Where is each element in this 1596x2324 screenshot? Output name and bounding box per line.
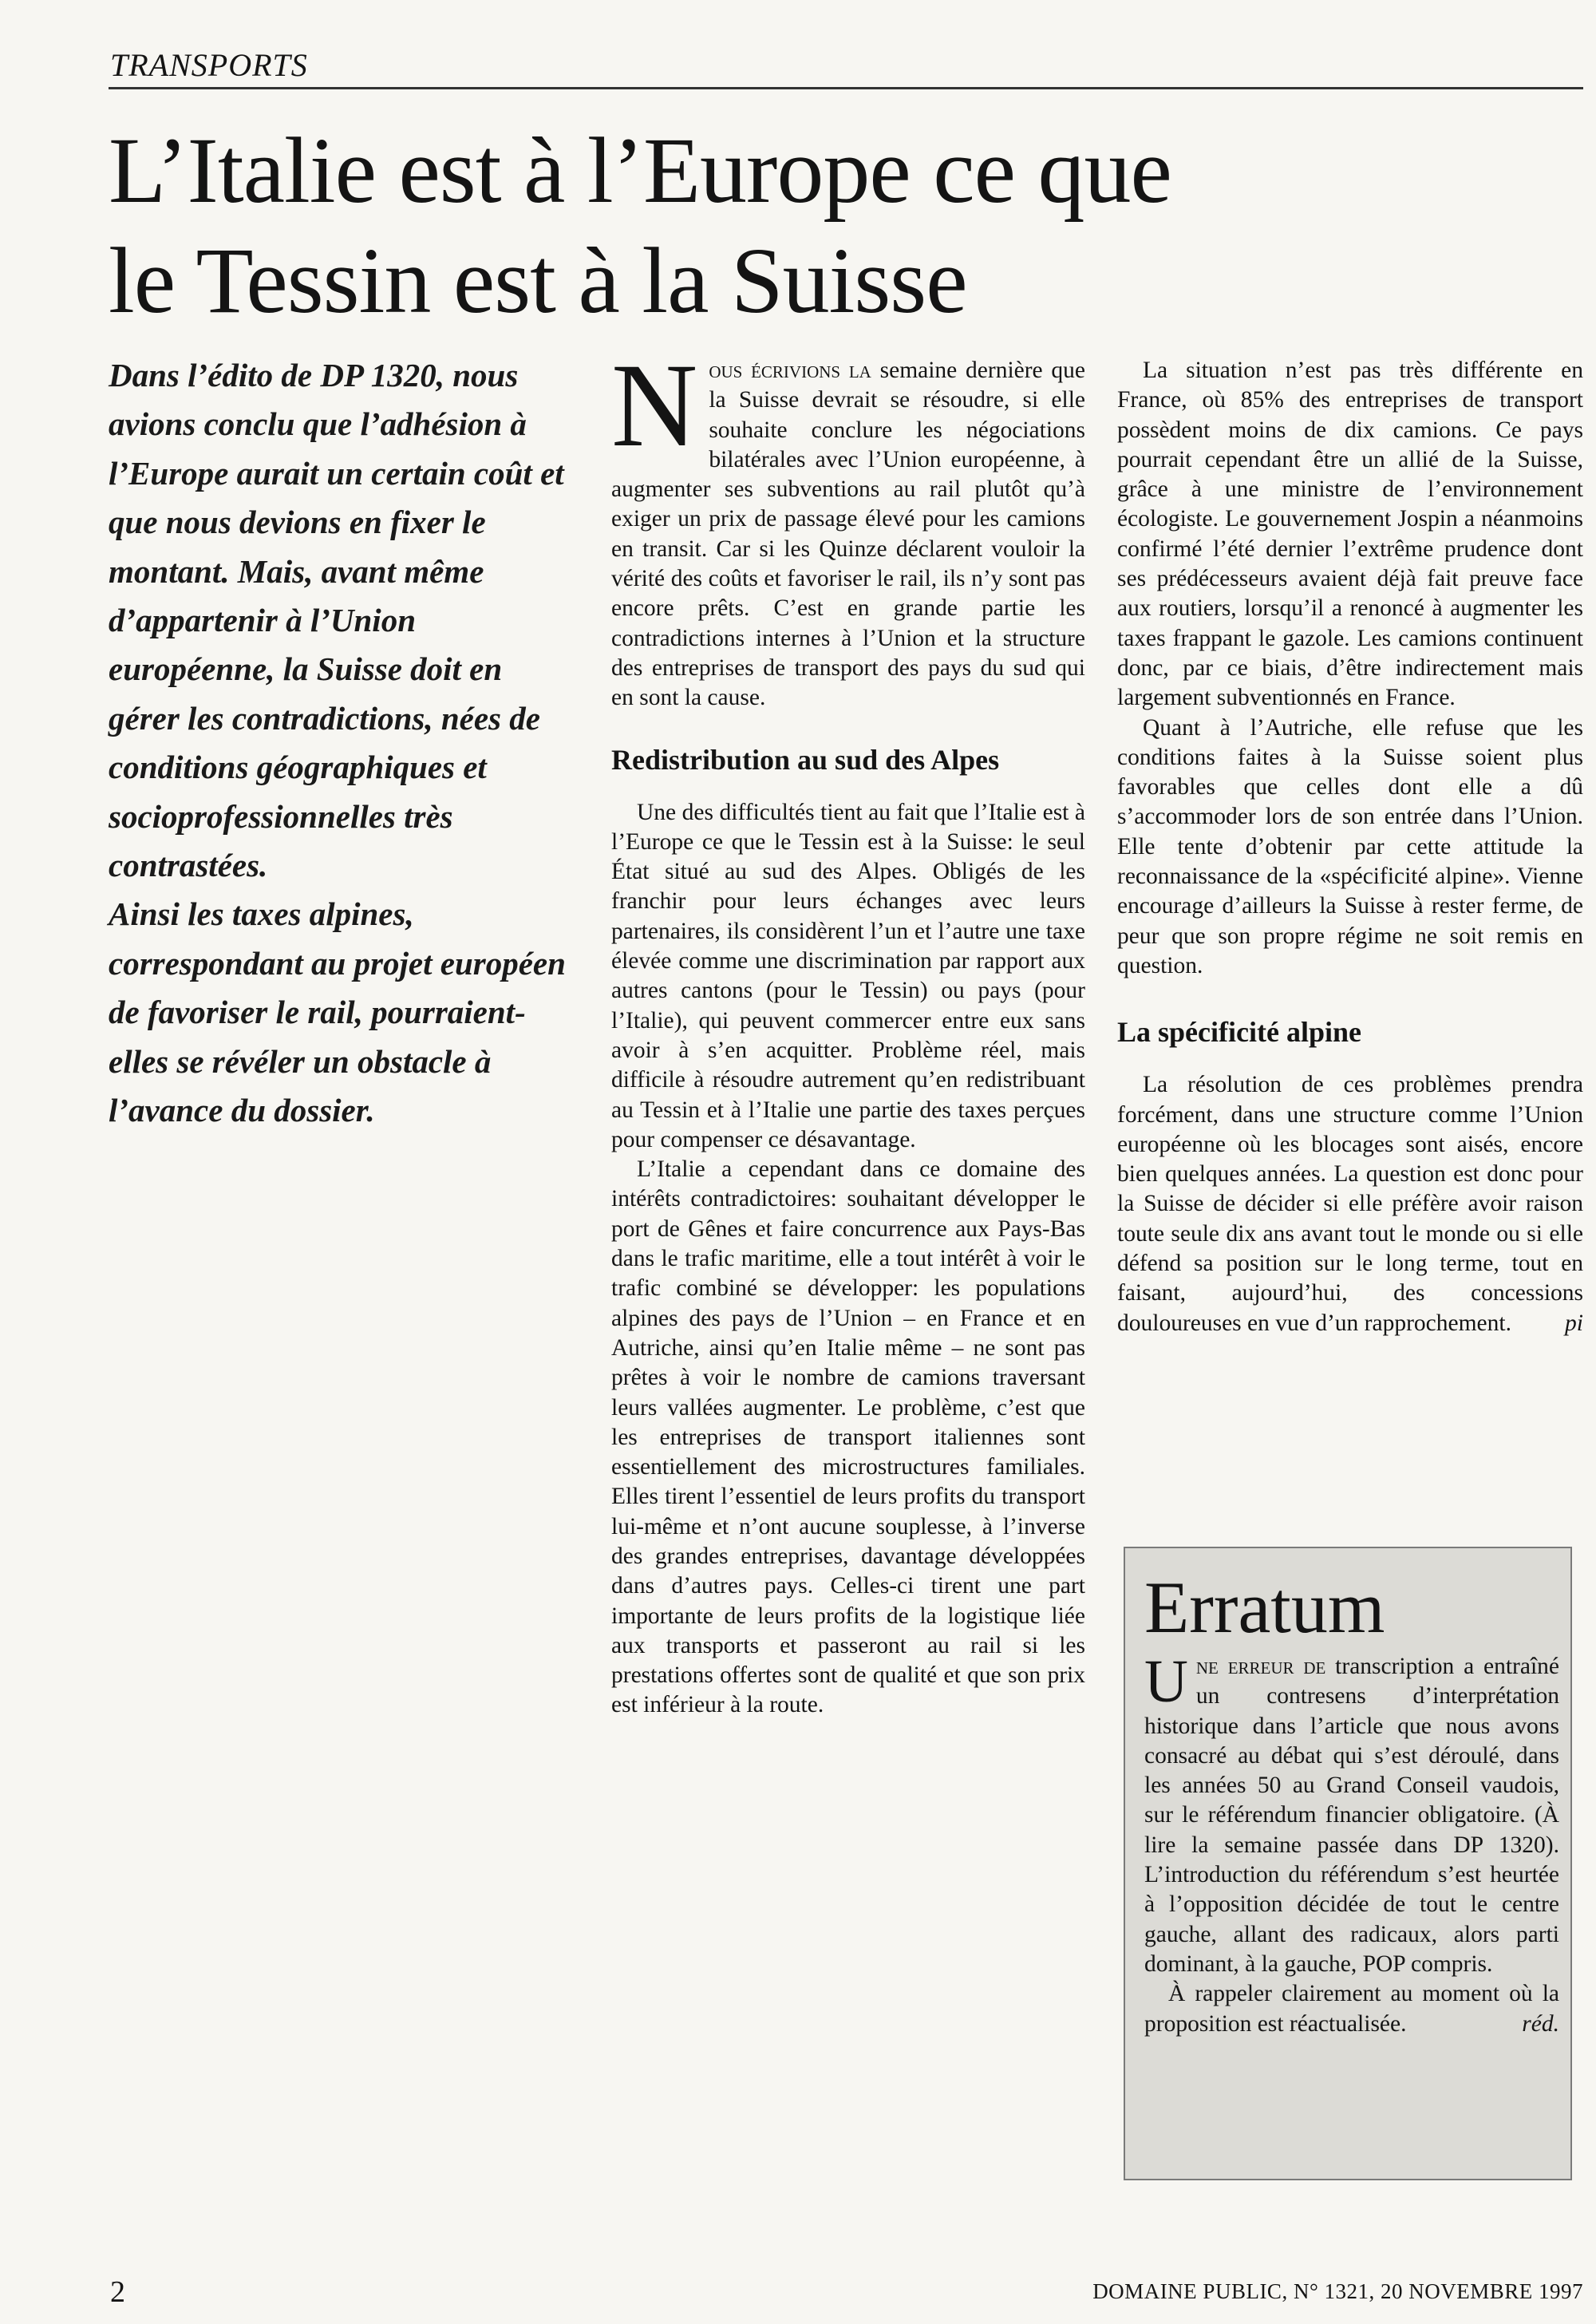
page-number: 2 (110, 2275, 125, 2309)
header-rule (109, 87, 1583, 89)
erratum-dropcap: U (1144, 1648, 1188, 1715)
erratum-box (1124, 1547, 1572, 2180)
article-column-1 (611, 339, 1085, 1721)
headline-line-1: L’Italie est à l’Europe ce que (109, 118, 1171, 223)
article-paragraph-4: La situation n’est pas très différente en France, où 85% des entreprises de transport possèdent moins de dix camions. Ce pays pourrait cependant être un allié de la Suisse, grâce à une ministre de l’environnement écologiste. Le gouvernement Jospin a néanmoins confirmé l’été dernier l’extrême prudence dont ses prédécesseurs avaient déjà fait preuve face aux routiers, lorsqu’il a renoncé à augmenter les taxes frappant le gazole. Les camions continuent donc, par ce biais, d’être indirectement mais largement subventionnés en France. (1117, 358, 1583, 711)
intro-standfirst (109, 351, 579, 1136)
erratum-paragraph-2-text: À rappeler clairement au moment où la proposition est réactualisée. (1144, 1981, 1559, 2037)
dropcap-letter: N (611, 339, 698, 472)
article-paragraph-5: Quant à l’Autriche, elle refuse que les conditions faites à la Suisse soient plus favorables que celles dont elle a dû s’accommoder lors de son entrée dans l’Union. Elle tente d’obtenir par cette attitude la reconnaissance de la «spécificité alpine». Vienne encourage d’ailleurs la Suisse à rester ferme, de peur que son propre régime ne soit remis en question. (1117, 714, 1583, 978)
erratum-signature: réd. (1522, 2010, 1559, 2037)
subheading-redistribution: Redistribution au sud des Alpes (611, 743, 1000, 776)
erratum-paragraph-1 (1144, 1648, 1559, 1979)
lead-smallcaps: ous écrivions la (709, 358, 871, 383)
author-signature: pi (1565, 1310, 1583, 1336)
article-paragraph-1-text: semaine dernière que la Suisse devrait se résoudre, si elle souhaite conclure les négociations bilatérales avec l’Union européenne, à augmenter ses subventions au rail plutôt qu’à exiger un prix de passage élevé pour les camions en transit. Car si les Quinze déclarent vouloir la vérité des coûts et favoriser le rail, ils n’y sont pas encore prêts. C’est en grande partie les contradictions internes à l’Union et la structure des entreprises de transport des pays du sud qui en sont la cause. (611, 358, 1085, 711)
article-paragraph-3: L’Italie a cependant dans ce domaine des intérêts contradictoires: souhaitant développer le port de Gênes et faire concurrence aux Pays-Bas dans le trafic maritime, elle a tout intérêt à voir le trafic combiné se développer: les populations alpines des pays de l’Union – en France et en Autriche, ainsi qu’en Italie même – ne sont pas prêtes à voir le nombre de camions traversant leurs vallées augmenter. Le problème, c’est que les entreprises de transport italiennes sont essentiellement des microstructures familiales. Elles tirent l’essentiel de leurs profits du transport lui-même et n’ont aucune souplesse, à l’inverse des grandes entreprises, davantage développées dans d’autres pays. Celles-ci tirent une part importante de leurs profits de la logistique liée aux transports et passeront au rail si les prestations offertes sont de qualité et que son prix est inférieur à la route. (611, 1156, 1085, 1718)
section-label: TRANSPORTS (110, 47, 308, 83)
erratum-body (1144, 1648, 1559, 2039)
intro-paragraph-2: Ainsi les taxes alpines, correspondant au projet européen de favoriser le rail, pourraient-elles se révéler un obstacle à l’avance du dossier. (109, 895, 566, 1129)
subheading-specificite: La spécificité alpine (1117, 1016, 1361, 1049)
article-paragraph-6-text: La résolution de ces problèmes prendra forcément, dans une structure comme l’Union européenne où les blocages sont aisés, encore bien quelques années. La question est donc pour la Suisse de décider si elle préfère avoir raison toute seule dix ans avant tout le monde ou si elle défend sa position sur le long terme, tout en faisant, aujourd’hui, des concessions douloureuses en vue d’un rapprochement. (1117, 1072, 1583, 1336)
intro-paragraph-1: Dans l’édito de DP 1320, nous avions conclu que l’adhésion à l’Europe aurait un certain coût et que nous devions en fixer le montant. Mais, avant même d’appartenir à l’Union européenne, la Suisse doit en gérer les contradictions, nées de conditions géographiques et socioprofessionnelles très contrastées. (109, 357, 564, 884)
headline (109, 116, 1465, 336)
erratum-paragraph-2 (1144, 1979, 1559, 2039)
article-paragraph-1 (611, 339, 1085, 713)
publication-footer: DOMAINE PUBLIC, N° 1321, 20 NOVEMBRE 1997 (1092, 2279, 1583, 2303)
article-paragraph-6 (1117, 1070, 1583, 1338)
article-paragraph-2: Une des difficultés tient au fait que l’Italie est à l’Europe ce que le Tessin est à la Suisse: le seul État situé au sud des Alpes. Obligés de les franchir pour leurs échanges avec leurs partenaires, ils considèrent l’un et l’autre une taxe élevée comme une discrimination par rapport aux autres cantons (pour le Tessin) ou pays (pour l’Italie), qui peuvent commercer entre eux sans avoir à s’en acquitter. Problème réel, mais difficile à résoudre autrement qu’en redistribuant au Tessin et à l’Italie une partie des taxes perçues pour compenser ce désavantage. (611, 799, 1085, 1152)
article-column-2 (1117, 356, 1583, 1338)
erratum-lead-smallcaps: ne erreur de (1195, 1654, 1326, 1679)
headline-line-2: le Tessin est à la Suisse (109, 228, 967, 333)
erratum-title: Erratum (1144, 1567, 1385, 1648)
erratum-paragraph-1-text: transcription a entraîné un contresens d’interprétation historique dans l’article que nous avons consacré au débat qui s’est déroulé, dans les années 50 au Grand Conseil vaudois, sur le référendum financier obligatoire. (À lire la semaine passée dans DP 1320). L’introduction du référendum s’est heurtée à l’opposition décidée de tout le centre gauche, allant des radicaux, alors parti dominant, à la gauche, POP compris. (1144, 1654, 1559, 1977)
